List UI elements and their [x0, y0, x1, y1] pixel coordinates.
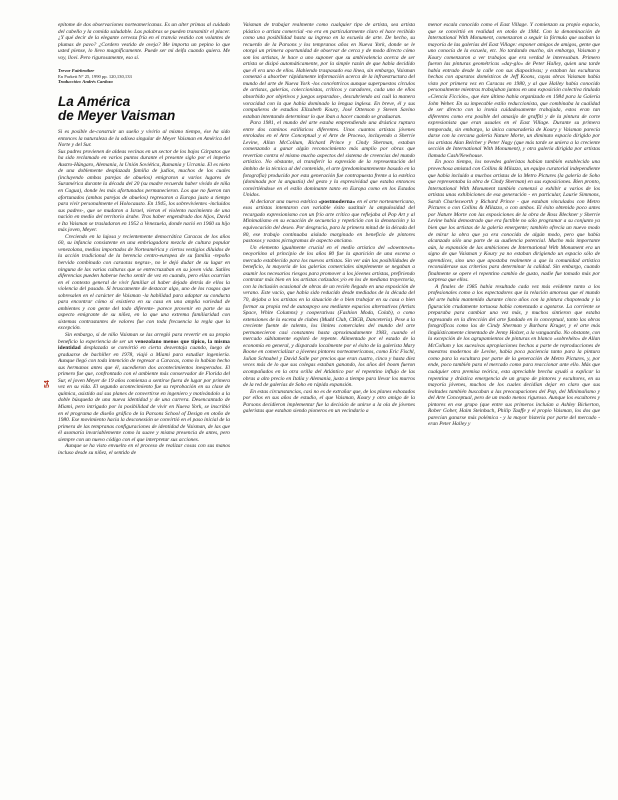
text-column-3	[428, 22, 600, 782]
section-title-line-1: La América	[58, 94, 131, 110]
body-paragraph: Creciendo en la lujosa y recientemente democrática Caracas de los años 60, su infancia consistente en una embriagadora mezcla de cultura popular venezolana, medios importados de Norteamérica y ciertos vestigios diluidos de la acción tradicional de la herencia centro-europea de su familia -repollo hervido combinado con caraotas negras-, no le dejó dudar de su lugar en ninguna de las varias culturas que se entrecruzaban en su joven vida. Sutiles diferencias pueden haberse hecho sentir de vez en cuando, pero ellas ocurrían en el contexto general de vivir familiar al haber dejado detrás de ellos la violencia del pasado. Si bruscamente de destacar algo, uno de los rasgos que sobresalen en el carácter de Vaisman -la habilidad para adaptar su conducta para encontrar cómo sí existiera en su casa en una amplia variedad de ambientes y con gente del todo diferente- parece provenir en parte de su aspecto emigrante de su niñez, en la que una extrema familiaridad con sistemas contrastantes de valores fue con toda frecuencia la regla que la excepción.	[58, 233, 230, 332]
text-column-1	[58, 22, 230, 782]
text-column-2	[243, 22, 415, 782]
body-paragraph: menor escala conocido como el East Village. Y comienzan su propio espacio, que se convirtió en realidad en otoño de 1984. Con la denominación de International With Monument, comenzaron a seguir la fórmula que usaban la mayoría de las galerías del East Village: exponer amigos de amigos, gente que uno conocía de la escuela, etc. No tardando mucho, sin embargo, Vaisman y Koury comenzaron a ver trabajos que era verdad le interesaban. Primero fueron las pinturas geométricas «day-glo» de Peter Halley, quien una tarde había entrado desde la calle con sus diapositivas; y estaban las esculturas hechas con aparatos domésticos de Jeff Koons, cuyas obras Vaisman había visto por primera vez en Caracas en 1980, y al que Halley había conocido personalmente mientras trabajaban juntos en una exposición colectiva titulada «Ciencia Ficción», que éste último había organizado en 1984 para la Galería John Weber. En su impecable estilo reduccionista, que combinaba la cualidad de ser directo con la ironía cuidadosamente trabajada, estos eran tan diferentes como era posible del amasijo de graffiti y de la pintura de corte expresionista que eran usuales en el East Village. Durante su primera temporada, sin embargo, la única camaradería de Koury y Vaisman parecía darse con la cercana galería Nature Morte, un diminuto espacio dirigido por los artistas Alan Belcher y Peter Nagy (que más tarde se uniera a la creciente sección de International With Monument), y otra galería dirigida por artistas llamada Cash/Newhouse.	[428, 22, 600, 159]
page-number: 54	[44, 380, 51, 388]
emphasis-phrase: venezolano menos que típico, la misma identidad	[58, 338, 230, 352]
body-paragraph: Al declarar una nueva estética «postmoderna» en el arte norteamericano, esos artistas intentaron con variable éxito sustituir la ampulosidad del recargado expresionismo con un frío arte crítico que reflejaba al Pop Art y al Minimalismo en su ecuación de secuencia y repetición con la denotación y la equivocación del deseo. Por desgracia, para la primera mitad de la década del 80, ese trabajo continuaba aislado marginado en beneficio de pintores pastosos y vastos pictogramas de aspecto anciano.	[243, 198, 415, 245]
article-credit	[58, 68, 230, 85]
body-paragraph: Para 1981, el mundo del arte estaba emprendiendo una drástica ruptura entre dos caminos estilísticos diferentes. Unos cuantos artistas jóvenes enrolados en el Arte Conceptual y el Arte de Proceso, incluyendo a Sherrie Levine, Allan McCollum, Richard Prince y Cindy Sherman, estaban comenzando a ganar algún reconocimiento más amplio por obras que revertían contra el mismo mucho aspectos del sistema de creencias del mundo artístico. No obstante, al transferir la expresión de la representación del ámbito de la técnica al del contenido, el arte (predominantemente basado en la fotografía) producido por esta generación fue contrapuesta frente a la estética (dominada por la angustia) del gesto y la expresividad que estaba entonces convirtiéndose en el estilo dominante tanto en Europa como en los Estados Unidos.	[243, 120, 415, 199]
body-paragraph: En estas circunstancias, casi no es de extrañar que, de los planes esbozados por ellos en sus años de estudio, el que Vaisman, Koury y otro amigo de la Parsons decidieron implementar fue la decisión de unirse a la ola de jóvenes galeristas que estaban siendo pioneros en un vecindario a	[243, 388, 415, 415]
body-paragraph: Aunque se ha visto envuelto en el proceso de realizar cosas con sus manos incluso desde su niñez, el sentido de	[58, 443, 230, 456]
body-paragraph: Sin embargo, si de niño Vaisman se las arregló para revertir en su propio beneficio la experiencia de ser un venezolano menos que típico, la misma identidad desplazada se convirtió en cierta desventaja cuando, luego de graduarse de bachiller en 1978, viajó a Miami para estudiar ingeniería. Aunque llegó con toda intención de regresar a Caracas, como lo habían hecho sus hermanos antes que él, sucedieron dos acontecimientos inesperados. El primero fue que, confrontado con el ambiente más conservador de Florida del Sur, el joven Meyer de 19 años comienza a sentirse fuera de lugar por primera vez en su vida. El segundo acontecimiento fue su reprobación en su clase de química, asistido así sus planes de convertirse en ingeniero y motivándolo a la doble búsqueda de una nueva identidad y de una carrera. Desencantado de Miami, pero intrigado por la posibilidad de vivir en Nueva York, se inscribió en el programa de diseño gráfico de la Parsons School of Design en otoño de 1980. Ese movimiento hacia la desconexión se convirtió en el paso inicial de la primera de las tempranas configuraciones de identidad de Vaisman, de las que él asomaría invariablemente como la suave y misma presencia de antes, pero siempre con un nuevo código con el que interpretar sus acciones.	[58, 332, 230, 443]
section-title	[58, 95, 230, 123]
emphasis-phrase: «postmoderna»	[318, 198, 356, 205]
section-title-line-2: de Meyer Vaisman	[58, 108, 176, 124]
body-paragraph: Vaisman de trabajar realmente como cualquier tipo de artista, sea artista plástico o artista comercial -no era en particularmente claro el hace recibido como una posibilidad hasta su ingreso en la escuela de arte. De hecho, su recuerdo de la Parsons y los tempranos años en Nueva York, donde se le otorgó un primera oportunidad de observar de cerca y de modo directo cómo son los artistas, le hace a uno suponer que su ambivalencia acerca de ser artista se disipó automáticamente, por la simple razón de que había decidido que él era uno de ellos. Habiendo traspasado esa línea, sin embargo, Vaisman comenzó a absorber rápidamente información acerca de la infraestructura del mundo del arte de Nueva York -los concéntricos aunque superpuestos círculos de artistas, galerías, coleccionistas, críticos y curadores, cada uno de ellos absorbido por objetivos y juegos separados-, descubriendo así cuál la manera voracidad con la que había dominado la lengua inglesa. En breve, él y sus compañeros de estudios Elizabeth Koury, José Ottenson y Steven Savino estaban intentando determinar lo que iban a hacer cuando se graduaran.	[243, 22, 415, 120]
credit-source: En Parkett N° 25, 1990 pp. 120,130,133	[58, 73, 132, 79]
body-paragraph: A finales de 1985 había resultado cada vez más evidente tanto a los profesionales como a los espectadores que la relación amorosa que el mundo del arte había mantenido durante cinco años con la pintura chapoteada y la figuración crudamente tortuosa había comenzado a agotarse. La corriente se preparaba para cambiar una vez más, y muchos sintieron que estaba regresando en la dirección del arte fundado en lo conceptual, tanto las obras fotográficas como las de Cindy Sherman y Barbara Kruger, y el arte más lingüísticamente cimentado de Jenny Holzer, a la vanguardia. No obstante, con la excepción de los agrupamientos de pinturas en blanco «sobrehéto» de Allan McCollum y las sucesivas apropiaciones hechas a parte de reproducciones de maestros modernos de Levine, había poca paciencia tanto para la pintura como para la escultura por parte de la generación de Metro Pictures, y, por ende, poco también para el mercado como para reaccionar ante ello. Más que cualquier otra premisa teórica, esta apreciable brecha ayudó a explicar la repentina y drástica emergencia de un grupo de pintores y escultores, en su mayoría jóvenes, muchos de los cuales decidían dejar en claro que sus lealtades también buscaban a las preocupaciones del Pop, del Minimalismo y del Arte Conceptual, pero de un modo menos riguroso. Aunque los escultores y pintores en ese grupo (que entre sus primeros incluían a Ashley Bickerton, Rober Gober, Haim Steinbach, Philip Taaffe y el propio Vaisman, los dos que parecían ganarse más polémica - y la mayor histeria por parte del mercado - eran Peter Halley y	[428, 283, 600, 428]
body-paragraph: Sus padres provienen de aldeas vecinas en un sector de los bajos Cárpatos que ha sido reclamado en varios puntos durante el presente siglo por el imperio Austro-Húngaro, Alemania, la Unión Soviética, Rumania y Ucrania. El es nieto de una doblemente desplazada familia de judíos, muchos de los cuales (incluyendo ambas parejas de abuelos) emigraron a varios lugares de Suramérica durante la década del 20 (su madre recuerda haber vivido de niña en Cagua), donde les más afortunados permanecieron. Los que no fueron tan afortunados (ambas parejas de abuelos) regresaron a Europa justo a tiempo para vivir personalmente el Holocausto. En 1945, los sobrevivientes -incluidos sus padres-, que se mudaron a Israel, vieron el violento nacimiento de una nación en medio del territorio árabe. Tras haber engendrado dos hijos, David e Ita Vaisman se trasladaron en 1952 a Venezuela, donde nació en 1960 su hijo más joven, Meyer.	[58, 148, 230, 234]
credit-author: Trevor Fairbrother	[58, 68, 95, 74]
credit-translation: Traducción: Andrés Cardozo	[58, 79, 113, 85]
body-paragraph: En poco tiempo, los novedes galeristas habían también establecido una provechosa amistad con Collins & Milazzo, un equipo curatorial independiente que había incluido a muchos artistas de la Metro Pictures (la galería de Soho que representaba la obra de Cindy Sherman) en sus exposiciones. Bien pronto, International With Monument también comenzó a exhibir a varios de los artistas unas exhibiciones de esa generación - en particular, Laurie Simmons, Sarah Charlesworth y Richard Prince - que estaban vinculados con Metro Pictures o con Collins & Milazzo, o con ambos. El éxito obtenido poco antes por Nature Morte con las exposiciones de la obra de Ross Bleckner y Sherrie Levine había demostrado que era factible no sólo programar a su conjunto ya bien que los artistas de la galería emergente; también ofrecía un nuevo modo de mirar la obra que ya era conocida de algún modo, pero que había alcanzado sólo una parte de su audiencia potencial. Mucho más importante aún, la expansión de las ambiciones de International With Monument era un signo de que Vaisman y Koury ya no estaban dirigiendo un espacio sólo de aprendices, sino uno que apostaba realmente a que la comunidad artística reconsiderase sus criterios para determinar la calidad. Sin embargo, cuando finalmente se opere el repentino cambio de gusto, nadie fue tomado más por sorpresa que ellos.	[428, 159, 600, 284]
lead-sentence: Si es posible de-construir un sueño y vivirlo al mismo tiempo, ése ha sido entonces la naturaleza de la odisea singular de Meyer Vaisman en América del Norte y del Sur.	[58, 129, 230, 149]
body-paragraph: Un elemento igualmente crucial en el medio artístico del «downtown» neoyorkino al principio de los años 80 fue la aparición de una escena o mercado establecido para los nuevos artistas. Sin ver aún las posibilidades de beneficio, la mayoría de las galerías comerciales simplemente se negaban a asumir los necesarios riesgos para promover a los jóvenes artistas, prefiriendo contratar más bien en los artistas cotizados y/o en los de mediana trayectoria, con la inclusión ocasional de obras de un recién llegado en una exposición de verano. Este vacío, que había sido reducido desde mediados de la década del 70, dejaba a los artistas en la situación de o bien trabajar en su casa o bien formar su propia red de autoapoyo sea mediante espacios alternativos (Artists Space, White Columns) y cooperativas (Fashion Moda, Colab), o como extensiones de la escena de clubes (Mudd Club, CBGB, Danceteria). Pese a la creciente fuente de talento, los límites comerciales del mundo del arte permanecieron casi constantes hasta aproximadamente 1983, cuando el mercado súbitamente explotó de repente. Alimentado por el estado de la economía en general, y disparado localmente por el éxito de la galerista Mary Boone en comercializar a jóvenes pintores norteamericanos, como Eric Fischl, Julian Schnabel y David Salle por precios que eran cuatro, cinco y hasta diez veces más de lo que sus colegas estaban ganando, los años del boom fueron acompañados en la otra orilla del Atlántico por el repentino influjo de las obras a alto precio en Italia y Alemania, justo a tiempo para llevar los murros de la red de galerías de Soho en rápida expansión.	[243, 244, 415, 389]
lead-paragraph	[58, 129, 230, 149]
intro-paragraph: epitome de dos observaciones norteamericanas. Es un alter primas al cuidado del cabello y la comida saludable. Las palabras se pueden transmitir el placer. ¿Y qué decir de la elegante cerveza fría en el tranvía vestido con volantes de plumas de pavo? ¿Cordero vestido de oveja? Me importa un pepino lo que usted piense, lo llevo magníficamente. Puede ser mi deifa cuando quiera. Me voy, llovi. Pero rigurosamente, eso sí.	[58, 22, 230, 61]
